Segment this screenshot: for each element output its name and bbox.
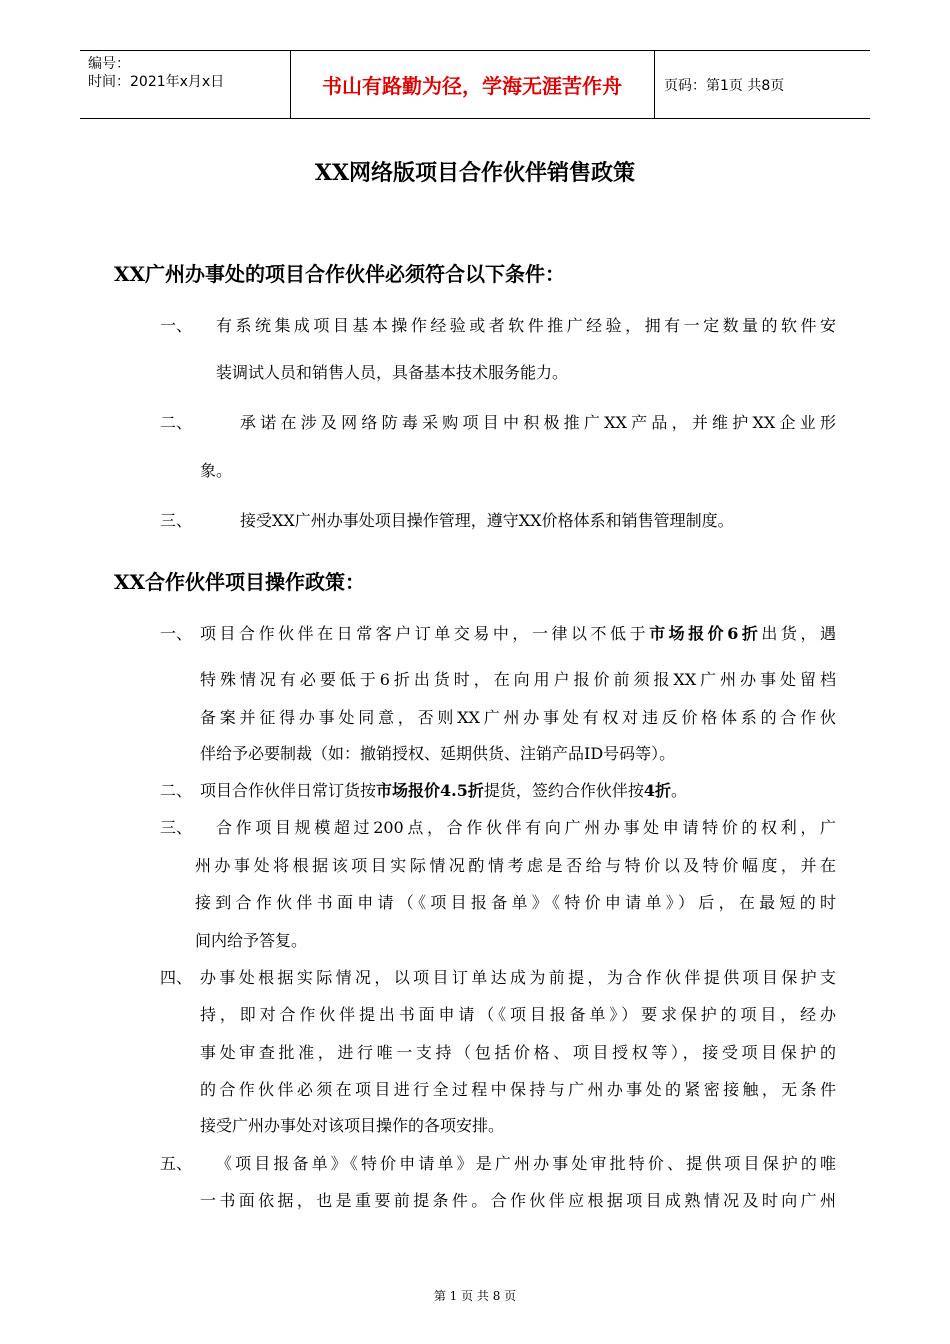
item-text-line: 合作项目规模超过200点，合作伙伴有向广州办事处申请特价的权利，广	[216, 818, 836, 837]
item-text-line: 象。	[200, 461, 233, 480]
item-text-line: 接到合作伙伴书面申请（《项目报备单》《特价申请单》）后，在最短的时	[195, 893, 836, 912]
item-text-line: 持，即对合作伙伴提出书面申请（《项目报备单》）要求保护的项目，经办	[200, 1005, 836, 1024]
header-meta	[88, 55, 288, 91]
item-text-line: 特殊情况有必要低于6折出货时，在向用户报价前须报XX广州办事处留档	[200, 670, 836, 689]
page-footer: 第 1 页 共 8 页	[433, 1289, 517, 1303]
item-number: 一、	[160, 316, 193, 335]
item-text-line	[200, 621, 836, 644]
page-header	[80, 50, 870, 119]
item-text-line	[200, 778, 687, 801]
item-text-line: 《项目报备单》《特价申请单》是广州办事处审批特价、提供项目保护的唯	[216, 1154, 836, 1173]
item-number: 三、	[160, 511, 193, 530]
item-text: 。	[671, 781, 688, 800]
item-text-line: 接受广州办事处对该项目操作的各项安排。	[200, 1116, 505, 1135]
item-text-line: 承诺在涉及网络防毒采购项目中积极推广XX产品，并维护XX企业形	[240, 413, 836, 432]
item-number: 二、	[160, 781, 193, 800]
item-text-bold: 市场报价6折	[649, 624, 762, 643]
item-text-line: 州办事处将根据该项目实际情况酌情考虑是否给与特价以及特价幅度，并在	[195, 856, 836, 875]
item-text-line: 装调试人员和销售人员，具备基本技术服务能力。	[216, 363, 569, 382]
item-text-line: 接受XX广州办事处项目操作管理，遵守XX价格体系和销售管理制度。	[240, 511, 734, 530]
item-number: 二、	[160, 413, 193, 432]
item-text-bold: 4折	[643, 781, 672, 800]
item-number: 五、	[160, 1154, 193, 1173]
item-text: 项目合作伙伴日常订货按	[200, 781, 377, 800]
item-text-line: 的合作伙伴必须在项目进行全过程中保持与广州办事处的紧密接触，无条件	[200, 1080, 836, 1099]
header-motto: 书山有路勤为径，学海无涯苦作舟	[322, 74, 622, 98]
item-text: 出货，遇	[761, 624, 836, 643]
section-heading: XX合作伙伴项目操作政策：	[114, 570, 366, 594]
header-page-label: 页码：第1页 共8页	[664, 78, 785, 94]
document-title: XX网络版项目合作伙伴销售政策	[314, 160, 636, 186]
item-text-bold: 市场报价4.5折	[376, 781, 484, 800]
item-text: 提货，签约合作伙伴按	[483, 781, 644, 800]
time-label: 时间：2021年x月x日	[88, 74, 225, 90]
section-heading: XX广州办事处的项目合作伙伴必须符合以下条件：	[114, 262, 566, 286]
item-number: 一、	[160, 624, 193, 643]
item-number: 三、	[160, 818, 193, 837]
item-text-line: 事处审查批准，进行唯一支持（包括价格、项目授权等），接受项目保护的	[200, 1043, 836, 1062]
item-text: 项目合作伙伴在日常客户订单交易中，一律以不低于	[200, 624, 650, 643]
item-text-line: 一书面依据，也是重要前提条件。合作伙伴应根据项目成熟情况及时向广州	[200, 1191, 836, 1210]
item-text-line: 有系统集成项目基本操作经验或者软件推广经验，拥有一定数量的软件安	[216, 316, 836, 335]
header-divider	[654, 51, 655, 118]
item-text-line: 办事处根据实际情况，以项目订单达成为前提，为合作伙伴提供项目保护支	[200, 968, 836, 987]
item-text-line: 间内给予答复。	[195, 931, 308, 950]
item-number: 四、	[160, 968, 193, 987]
item-text-line: 伴给予必要制裁（如：撤销授权、延期供货、注销产品ID号码等）。	[200, 744, 676, 763]
code-label: 编号：	[88, 56, 130, 72]
item-text-line: 备案并征得办事处同意，否则XX广州办事处有权对违反价格体系的合作伙	[200, 708, 836, 727]
